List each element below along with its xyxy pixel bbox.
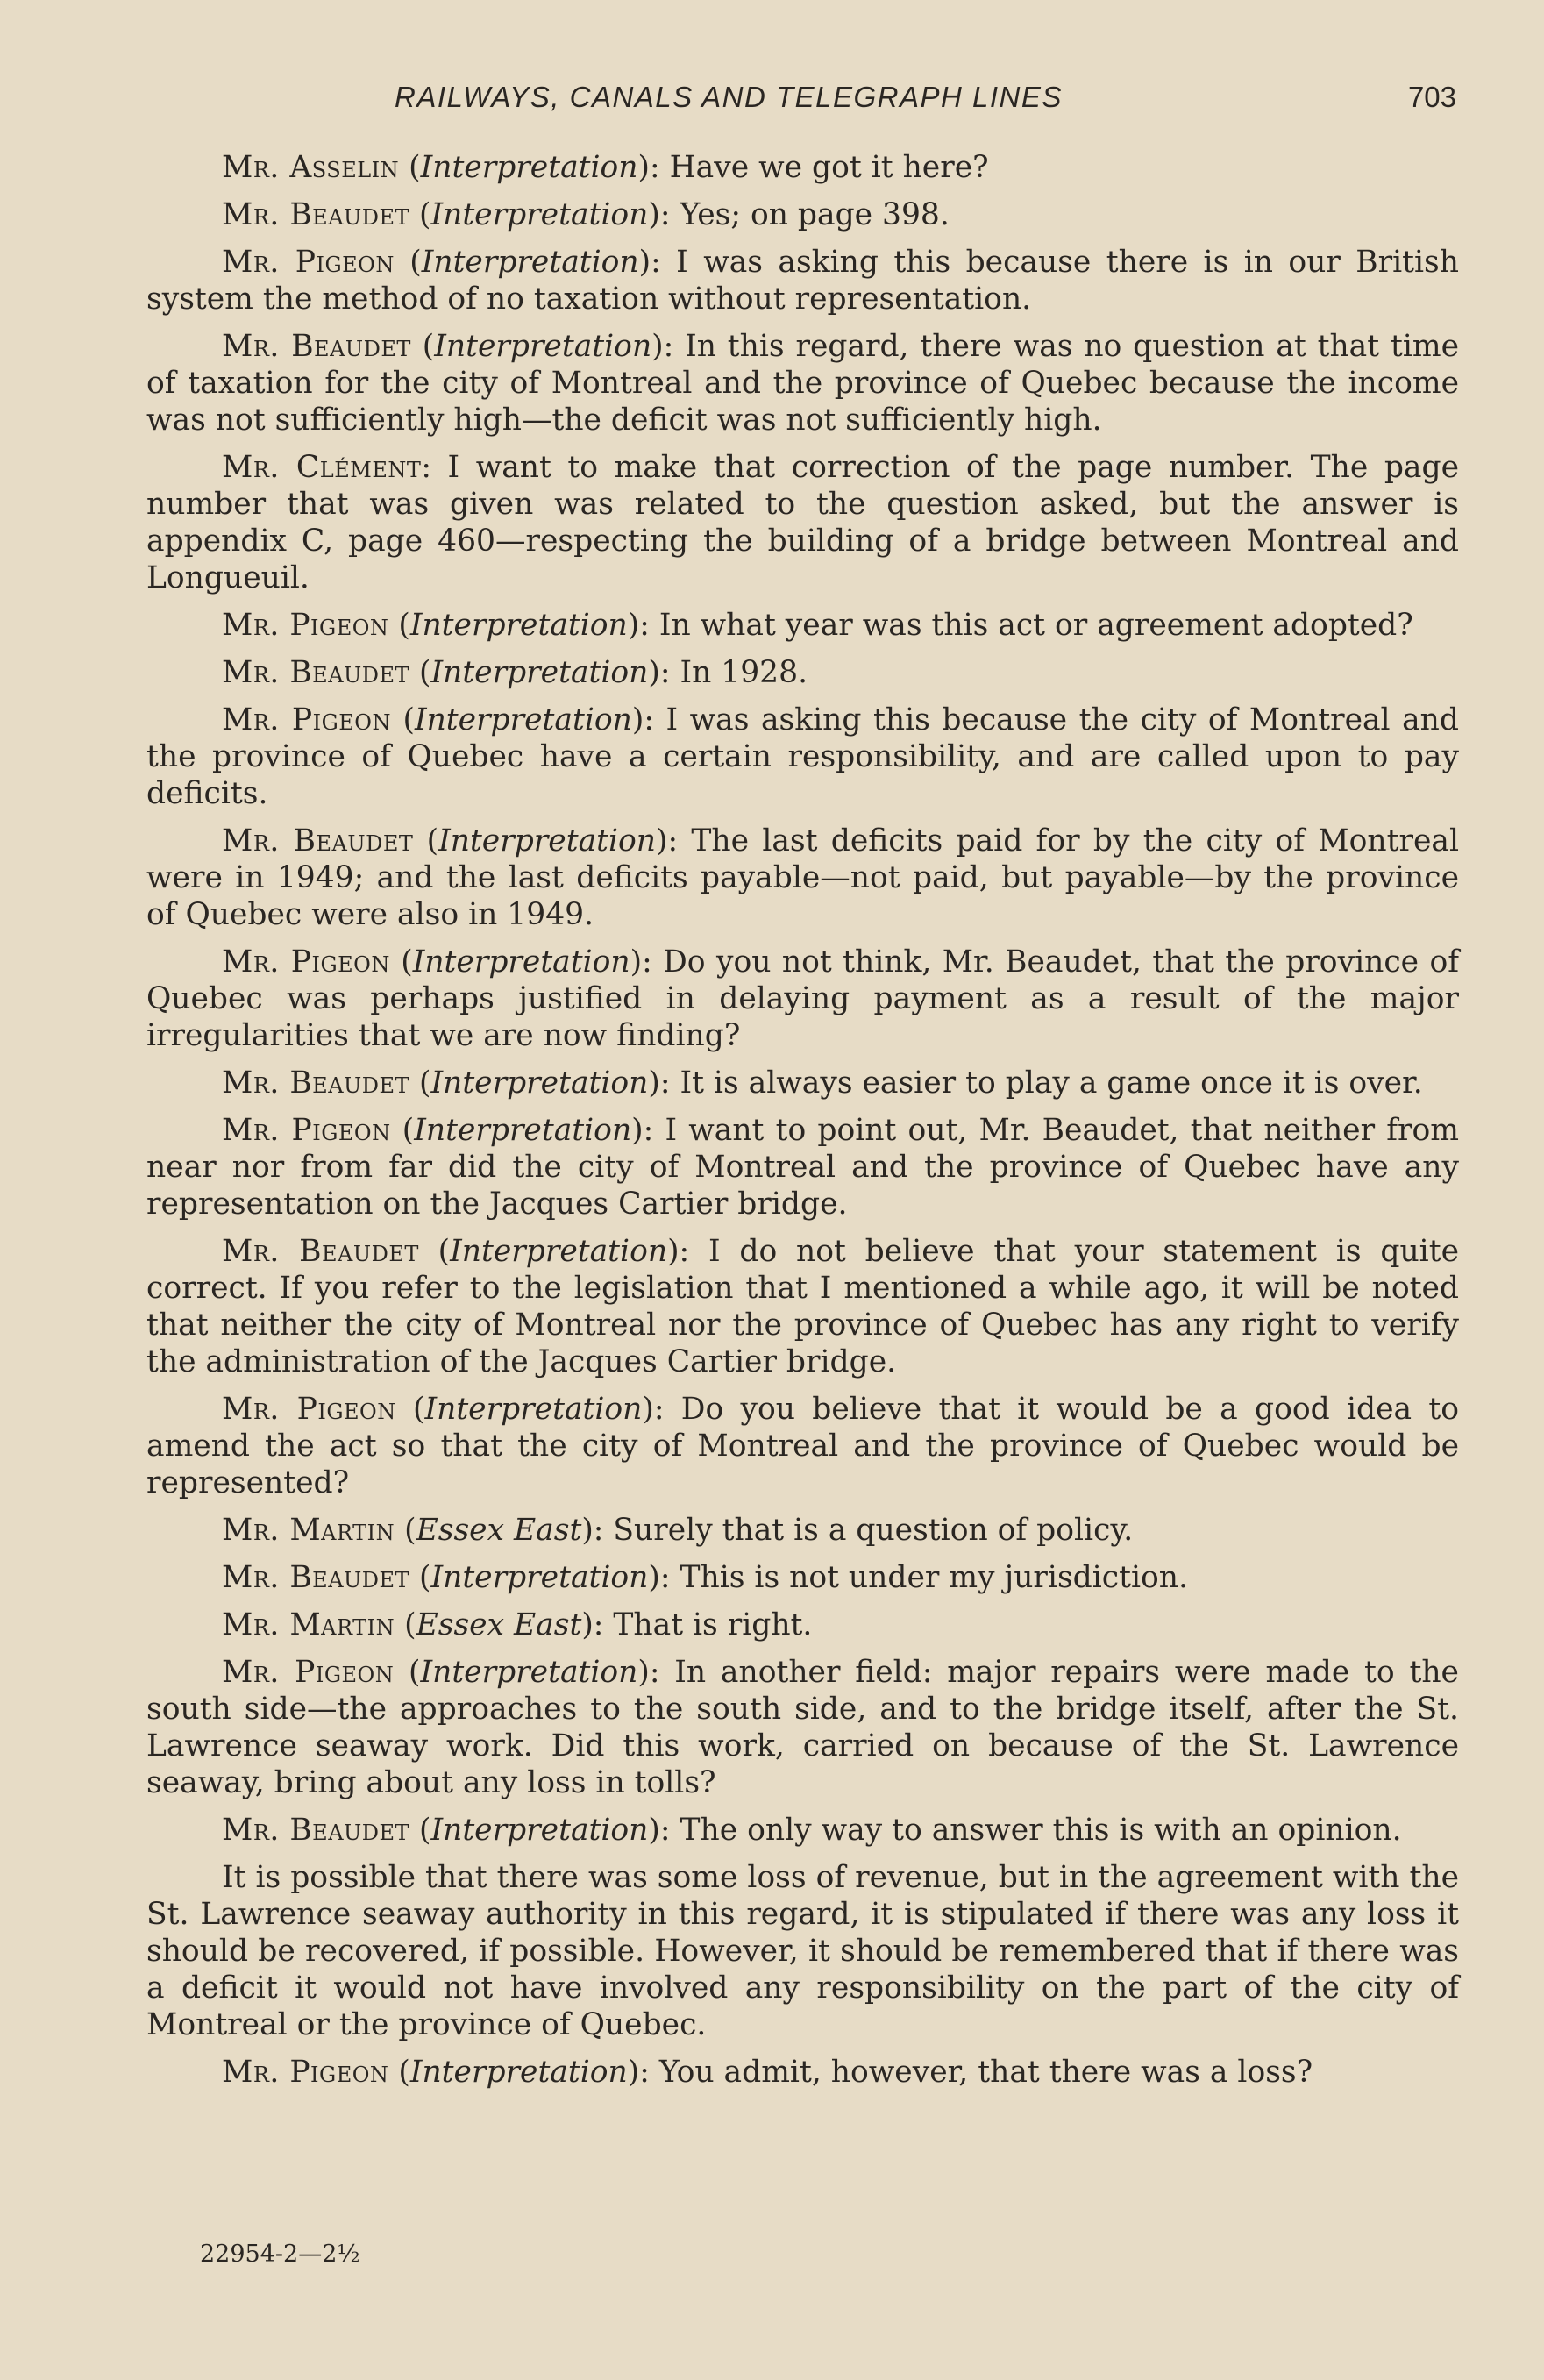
speaker-name: Mr. Beaudet (222, 1813, 410, 1848)
paragraph-text: In this regard, there was no question at that time of taxation for the city of Montreal and the province of Quebec because the income was not sufficiently high—the deficit was not sufficiently high. (146, 329, 1459, 438)
transcript-paragraph: Mr. Pigeon (Interpretation): Do you believe that it would be a good idea to amend the act so that the city of Montreal and the province of Quebec would be represented? (146, 1392, 1459, 1500)
paragraph-text: That is right. (613, 1607, 813, 1642)
paragraph-text: You admit, however, that there was a loss? (658, 2055, 1313, 2090)
speaker-name: Mr. Martin (222, 1607, 395, 1642)
speaker-name: Mr. Clément (222, 450, 422, 485)
speaker-name: Mr. Beaudet (222, 329, 411, 364)
paragraph-text: I do not believe that your statement is quite correct. If you refer to the legislation that I mentioned a while ago, it will be noted that neither the city of Montreal nor the province of Quebec has any right to verify the administration of the Jacques Cartier bridge. (146, 1234, 1459, 1379)
speaker-name: Mr. Pigeon (222, 944, 390, 980)
running-title: RAILWAYS, CANALS AND TELEGRAPH LINES (395, 81, 1063, 113)
transcript-paragraph: Mr. Pigeon (Interpretation): In another field: major repairs were made to the south side—the approaches to the south side, and to the bridge itself, after the St. Lawrence seaway work. Did this work, carried on because of the St. Lawrence seaway, bring about any loss in tolls? (146, 1655, 1459, 1800)
speaker-name: Mr. Pigeon (222, 1392, 396, 1427)
transcript-paragraph: Mr. Pigeon (Interpretation): I was asking this because there is in our British system the method of no taxation without representation. (146, 245, 1459, 317)
transcript-paragraph (146, 1859, 1459, 2043)
transcript-paragraph: Mr. Asselin (Interpretation): Have we got it here? (222, 150, 989, 185)
transcript-paragraph: Mr. Clément: I want to make that correction of the page number. The page number that was given was related to the question asked, but the answer is appendix C, page 460—respecting the building of a bridge between Montreal and Longueuil. (146, 450, 1459, 595)
speaker-name: Mr. Beaudet (222, 823, 414, 859)
transcript-paragraph: Mr. Beaudet (Interpretation): The only way to answer this is with an opinion. (222, 1813, 1402, 1848)
transcript-paragraph: Mr. Pigeon (Interpretation): I want to point out, Mr. Beaudet, that neither from near nor from far did the city of Montreal and the province of Quebec have any representation on the Jacques Cartier bridge. (146, 1113, 1460, 1222)
transcript-paragraph: Mr. Martin (Essex East): Surely that is a question of policy. (222, 1513, 1134, 1548)
transcript-paragraph: Mr. Beaudet (Interpretation): I do not believe that your statement is quite correct. If you refer to the legislation that I mentioned a while ago, it will be noted that neither the city of Montreal nor the province of Quebec has any right to verify the administration of the Jacques Cartier bridge. (146, 1234, 1459, 1379)
speaker-name: Mr. Pigeon (222, 2055, 389, 2090)
speaker-name: Mr. Beaudet (222, 197, 410, 232)
transcript-paragraph: Mr. Beaudet (Interpretation): In 1928. (222, 655, 808, 690)
paragraph-text: Do you believe that it would be a good idea to amend the act so that the city of Montreal and the province of Quebec would be represented? (146, 1392, 1459, 1500)
transcript-paragraph: Mr. Beaudet (Interpretation): It is always easier to play a game once it is over. (222, 1065, 1423, 1101)
transcript-paragraph: Mr. Pigeon (Interpretation): You admit, however, that there was a loss? (222, 2055, 1313, 2090)
paragraph-text: Yes; on page 398. (680, 197, 950, 232)
speaker-affiliation: Interpretation (412, 944, 630, 980)
paragraph-text: In 1928. (680, 655, 808, 690)
paragraph-text: Have we got it here? (669, 150, 989, 185)
transcript-paragraph: Mr. Beaudet (Interpretation): This is not under my jurisdiction. (222, 1560, 1188, 1595)
speaker-name: Mr. Martin (222, 1513, 395, 1548)
paragraph-text: It is always easier to play a game once it is over. (680, 1065, 1423, 1101)
speaker-name: Mr. Pigeon (222, 245, 395, 280)
speaker-affiliation: Interpretation (420, 150, 638, 185)
speaker-name: Mr. Pigeon (222, 702, 391, 738)
speaker-name: Mr. Beaudet (222, 1065, 410, 1101)
paragraph-text: I was asking this because there is in our British system the method of no taxation without representation. (146, 245, 1459, 317)
paragraph-text: I want to point out, Mr. Beaudet, that neither from near nor from far did the city of Montreal and the province of Quebec have any representation on the Jacques Cartier bridge. (146, 1113, 1460, 1222)
speaker-affiliation: Interpretation (434, 329, 652, 364)
speaker-name: Mr. Beaudet (222, 655, 410, 690)
speaker-name: Mr. Pigeon (222, 608, 389, 643)
paragraph-text: The only way to answer this is with an opinion. (680, 1813, 1402, 1848)
paragraph-text: It is possible that there was some loss of revenue, but in the agreement with the St. Lawrence seaway authority in this regard, it is stipulated if there was any loss it should be recovered, if possible. However, it should be remembered that if there was a deficit it would not have involved any responsibility on the part of the city of Montreal or the province of Quebec. (146, 1860, 1459, 2042)
speaker-affiliation: Interpretation (414, 1113, 632, 1148)
speaker-affiliation: Interpretation (450, 1234, 668, 1269)
speaker-affiliation: Interpretation (409, 608, 628, 643)
paragraph-text: In what year was this act or agreement adopted? (658, 608, 1413, 643)
paragraph-text: Do you not think, Mr. Beaudet, that the province of Quebec was perhaps justified in delaying payment as a result of the major irregularities that we are now finding? (146, 944, 1459, 1053)
speaker-affiliation: Interpretation (430, 197, 649, 232)
paragraph-text: Surely that is a question of policy. (613, 1513, 1134, 1548)
speaker-affiliation: Essex East (416, 1513, 582, 1548)
transcript-body (146, 149, 1459, 2101)
transcript-paragraph: Mr. Pigeon (Interpretation): I was asking this because the city of Montreal and the province of Quebec have a certain responsibility, and are called upon to pay deficits. (146, 702, 1459, 811)
transcript-paragraph: Mr. Beaudet (Interpretation): Yes; on page 398. (222, 197, 950, 232)
page-number: 703 (1407, 81, 1456, 113)
speaker-affiliation: Essex East (416, 1607, 582, 1642)
speaker-affiliation: Interpretation (430, 1065, 649, 1101)
speaker-affiliation: Interpretation (414, 702, 632, 738)
speaker-name: Mr. Beaudet (222, 1234, 419, 1269)
speaker-name: Mr. Pigeon (222, 1655, 395, 1690)
print-code: 22954-2—2½ (200, 2241, 360, 2268)
paragraph-text: I want to make that correction of the page number. The page number that was given was related to the question asked, but the answer is appendix C, page 460—respecting the building of a bridge between Montreal and Longueuil. (146, 450, 1459, 595)
transcript-paragraph: Mr. Pigeon (Interpretation): Do you not think, Mr. Beaudet, that the province of Quebec was perhaps justified in delaying payment as a result of the major irregularities that we are now finding? (146, 944, 1459, 1053)
speaker-name: Mr. Asselin (222, 150, 400, 185)
speaker-affiliation: Interpretation (420, 1655, 638, 1690)
speaker-affiliation: Interpretation (438, 823, 657, 859)
speaker-affiliation: Interpretation (421, 245, 639, 280)
speaker-name: Mr. Beaudet (222, 1560, 410, 1595)
paragraph-text: I was asking this because the city of Montreal and the province of Quebec have a certain responsibility, and are called upon to pay deficits. (146, 702, 1459, 811)
page-header (145, 81, 1456, 125)
transcript-paragraph: Mr. Pigeon (Interpretation): In what year was this act or agreement adopted? (222, 608, 1413, 643)
transcript-paragraph: Mr. Martin (Essex East): That is right. (222, 1607, 813, 1642)
speaker-affiliation: Interpretation (430, 1560, 649, 1595)
speaker-affiliation: Interpretation (430, 1813, 649, 1848)
transcript-paragraph: Mr. Beaudet (Interpretation): The last deficits paid for by the city of Montreal were in 1949; and the last deficits payable—not paid, but payable—by the province of Quebec were also in 1949. (146, 823, 1459, 932)
paragraph-text: In another field: major repairs were made to the south side—the approaches to the south side, and to the bridge itself, after the St. Lawrence seaway work. Did this work, carried on because of the St. Lawrence seaway, bring about any loss in tolls? (146, 1655, 1459, 1800)
paragraph-text: This is not under my jurisdiction. (680, 1560, 1188, 1595)
speaker-affiliation: Interpretation (430, 655, 649, 690)
speaker-name: Mr. Pigeon (222, 1113, 391, 1148)
transcript-paragraph: Mr. Beaudet (Interpretation): In this regard, there was no question at that time of taxation for the city of Montreal and the province of Quebec because the income was not sufficiently high—the deficit was not sufficiently high. (146, 329, 1459, 438)
paragraph-text: The last deficits paid for by the city of Montreal were in 1949; and the last deficits payable—not paid, but payable—by the province of Quebec were also in 1949. (146, 823, 1459, 932)
speaker-affiliation: Interpretation (409, 2055, 628, 2090)
speaker-affiliation: Interpretation (424, 1392, 643, 1427)
